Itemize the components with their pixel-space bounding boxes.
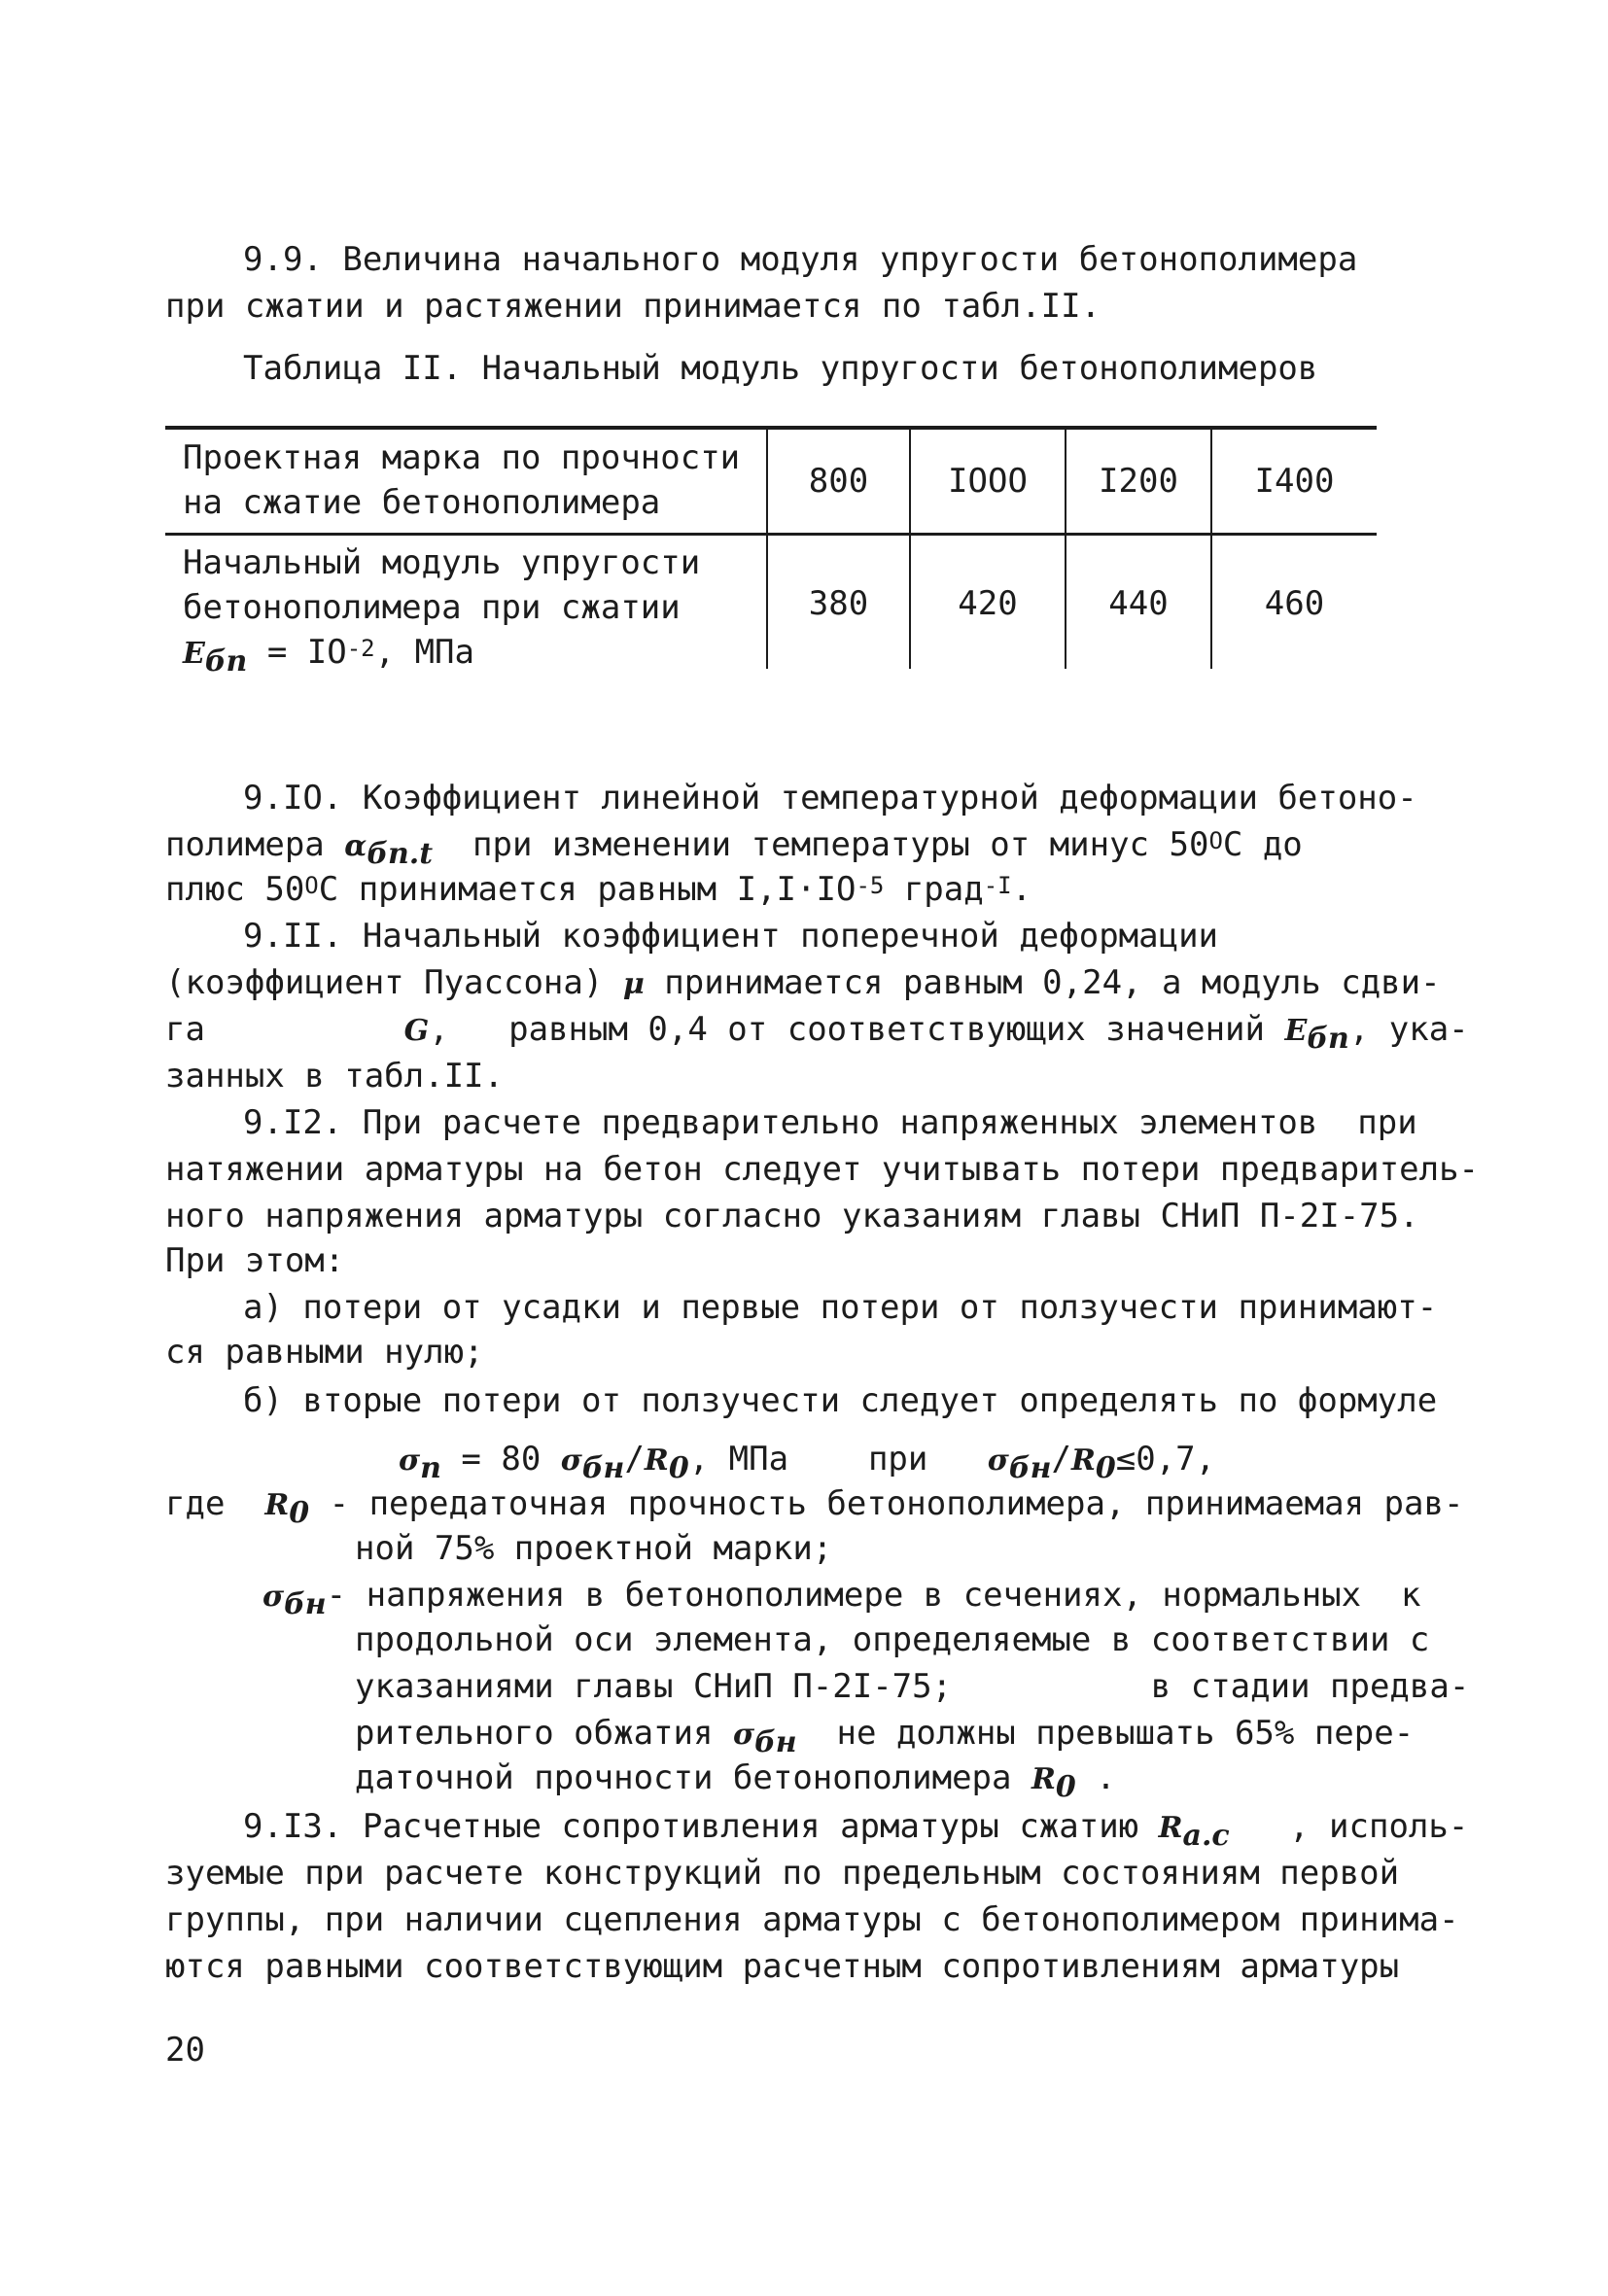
para-9-10-line-1: 9.IO. Коэффициент линейной температурной деформации бетоно- xyxy=(243,779,1417,818)
text-run: , равным 0,4 от соответствующих значений xyxy=(429,1010,1285,1049)
para-9-11-line-2 xyxy=(165,960,1441,1007)
symbol-subscript: 0 xyxy=(289,1495,310,1530)
table-caption: Таблица II. Начальный модуль упругости бетонополимеров xyxy=(243,349,1318,388)
text-run: рительного обжатия xyxy=(355,1714,733,1753)
symbol-sigma: σ xyxy=(987,1444,1009,1478)
para-9-13-line-3: группы, при наличии сцепления арматуры с бетонополимером принима- xyxy=(165,1900,1459,1939)
symbol-subscript: 0 xyxy=(1095,1450,1116,1485)
text-run: град xyxy=(884,870,984,909)
para-9-12-line-2: натяжении арматуры на бетон следует учитывать потери предваритель- xyxy=(165,1150,1480,1189)
table-header-rule xyxy=(165,533,1377,536)
symbol-subscript: бн xyxy=(754,1724,797,1759)
where-line-7 xyxy=(355,1756,1116,1810)
formula-text: = IO xyxy=(247,633,347,672)
where-line-2: ной 75% проектной марки; xyxy=(355,1529,833,1568)
page-number: 20 xyxy=(165,2031,205,2070)
symbol-subscript: 0 xyxy=(668,1450,689,1485)
table-grade-cell: 800 xyxy=(808,462,869,501)
exponent: -2 xyxy=(346,635,375,662)
para-9-12-line-3: ного напряжения арматуры согласно указаниям главы СНиП П-2I-75. xyxy=(165,1197,1419,1235)
symbol-mu: μ xyxy=(622,967,645,1001)
symbol-r: R xyxy=(264,1488,290,1522)
table-modulus-cell: 460 xyxy=(1264,584,1325,623)
symbol-subscript: 0 xyxy=(1055,1769,1076,1804)
modulus-table xyxy=(165,426,1377,678)
table-row1-label-line-2: на сжатие бетонополимера xyxy=(183,483,661,522)
text-run: где xyxy=(165,1484,265,1523)
table-grade-cell: IOOO xyxy=(948,462,1028,501)
where-line-5: указаниями главы СНиП П-2I-75; в стадии предва- xyxy=(355,1667,1470,1706)
table-modulus-cell: 380 xyxy=(808,584,869,623)
item-a-line-2: ся равными нулю; xyxy=(165,1333,484,1372)
table-row2-label-line-2: бетонополимера при сжатии xyxy=(183,588,681,627)
text-run: . xyxy=(1075,1758,1116,1797)
symbol-sigma: σ xyxy=(732,1718,755,1752)
text-run: при изменении температуры от минус 50 xyxy=(433,825,1209,864)
symbol-subscript: бп xyxy=(1307,1021,1349,1056)
table-grade-cell: I200 xyxy=(1099,462,1178,501)
text-run: плюс 50 xyxy=(165,870,305,909)
table-modulus-cell: 420 xyxy=(958,584,1018,623)
symbol-subscript: бн xyxy=(581,1450,625,1485)
table-row1-label-line-1: Проектная марка по прочности xyxy=(183,438,741,477)
para-9-9-line-1: 9.9. Величина начального модуля упругости бетонополимера xyxy=(243,240,1358,279)
text-run: . xyxy=(1011,870,1032,909)
text-run: 9.I3. Расчетные сопротивления арматуры сжатию xyxy=(243,1807,1159,1846)
symbol-e: E xyxy=(1284,1014,1308,1048)
para-9-11-line-1: 9.II. Начальный коэффициент поперечной деформации xyxy=(243,917,1219,956)
unit-text: , МПа xyxy=(374,633,474,672)
para-9-11-line-4: занных в табл.II. xyxy=(165,1057,504,1096)
text-run: - передаточная прочность бетонополимера, принимаемая рав- xyxy=(309,1484,1464,1523)
text-run: ≤0,7, xyxy=(1115,1440,1216,1478)
table-modulus-cell: 440 xyxy=(1108,584,1169,623)
symbol-g: G xyxy=(403,1014,430,1048)
symbol-r: R xyxy=(1070,1444,1096,1478)
symbol-r: R xyxy=(644,1444,669,1478)
text-run: , исполь- xyxy=(1229,1807,1469,1846)
para-9-10-line-3 xyxy=(165,867,1031,912)
para-9-13-line-2: зуемые при расчете конструкций по предельным состояниям первой xyxy=(165,1854,1400,1893)
item-b-line-1: б) вторые потери от ползучести следует определять по формуле xyxy=(243,1381,1438,1420)
symbol-e: E xyxy=(183,637,205,671)
exponent: -I xyxy=(983,872,1012,899)
text-run: полимера xyxy=(165,825,345,864)
symbol-r: R xyxy=(1158,1811,1183,1845)
exponent: -5 xyxy=(856,872,885,899)
item-a-line-1: а) потери от усадки и первые потери от ползучести принимают- xyxy=(243,1288,1438,1327)
table-row2-label-line-3 xyxy=(183,630,474,684)
text-run: , МПа при xyxy=(688,1440,988,1478)
text-run: C до xyxy=(1222,825,1303,864)
symbol-subscript: a.c xyxy=(1182,1818,1230,1853)
symbol-sigma: σ xyxy=(399,1444,421,1478)
table-row2-label-line-1: Начальный модуль упругости xyxy=(183,543,701,582)
text-run: не должны превышать 65% пере- xyxy=(796,1714,1415,1753)
text-run: C принимается равным I,I·IO xyxy=(318,870,856,909)
text-run: принимается равным 0,24, а модуль сдви- xyxy=(644,963,1441,1002)
symbol-sigma: σ xyxy=(262,1580,285,1614)
table-grade-cell: I400 xyxy=(1254,462,1335,501)
para-9-12-line-4: При этом: xyxy=(165,1241,345,1280)
degree-mark: O xyxy=(304,872,319,899)
text-run: = 80 xyxy=(440,1440,561,1478)
text-run: , ука- xyxy=(1348,1010,1469,1049)
symbol-subscript: бн xyxy=(1008,1450,1052,1485)
text-run: даточной прочности бетонополимера xyxy=(355,1758,1031,1797)
text-run: / xyxy=(624,1440,645,1478)
symbol-subscript: бп xyxy=(204,644,248,678)
para-9-12-line-1: 9.I2. При расчете предварительно напряженных элементов при xyxy=(243,1103,1417,1142)
symbol-sigma: σ xyxy=(560,1444,582,1478)
para-9-13-line-4: ются равными соответствующим расчетным сопротивлениям арматуры xyxy=(165,1947,1400,1986)
text-run: (коэффициент Пуассона) xyxy=(165,963,623,1002)
text-run: га xyxy=(165,1010,404,1049)
symbol-alpha: α xyxy=(344,829,367,863)
symbol-subscript: п xyxy=(420,1450,441,1485)
where-line-4: продольной оси элемента, определяемые в соответствии с xyxy=(355,1620,1430,1659)
degree-mark: O xyxy=(1208,827,1223,854)
text-run: / xyxy=(1051,1440,1071,1478)
table-top-rule xyxy=(165,426,1377,430)
symbol-r: R xyxy=(1031,1762,1056,1796)
para-9-9-line-2: при сжатии и растяжении принимается по табл.II. xyxy=(165,287,1101,326)
symbol-subscript: бн xyxy=(284,1586,327,1621)
symbol-subscript: бп.t xyxy=(367,836,434,871)
text-run: - напряжения в бетонополимере в сечениях, нормальных к xyxy=(326,1576,1421,1615)
